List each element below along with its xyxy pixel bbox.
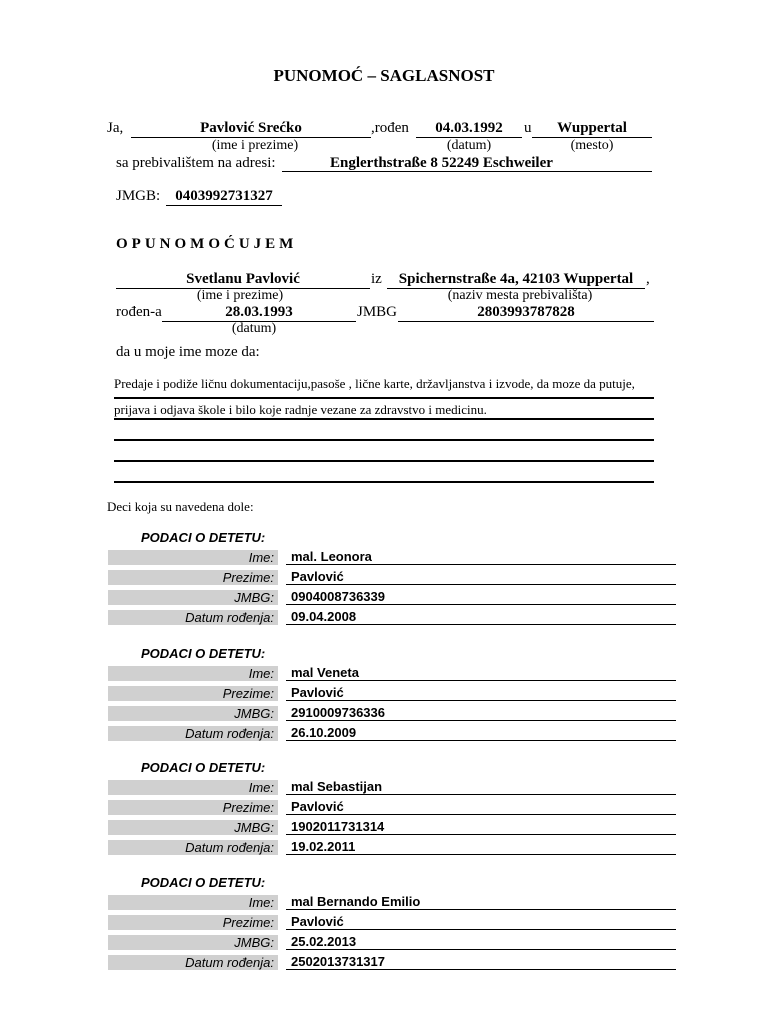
child-header: PODACI O DETETU: bbox=[141, 760, 266, 775]
child-datum: 19.02.2011 bbox=[286, 839, 676, 855]
address-label: sa prebivalištem na adresi: bbox=[116, 155, 276, 171]
child-jmbg: 25.02.2013 bbox=[286, 934, 676, 950]
child-prezime: Pavlović bbox=[286, 799, 676, 815]
grantor-dob: 04.03.1992 bbox=[416, 120, 522, 138]
child-prezime-label: Prezime: bbox=[108, 570, 278, 585]
powers-rule-4 bbox=[114, 460, 654, 462]
caption-name: (ime i prezime) bbox=[211, 138, 299, 153]
agent-jmbg: 2803993787828 bbox=[398, 304, 654, 322]
child-datum: 09.04.2008 bbox=[286, 609, 676, 625]
agent-caption-name: (ime i prezime) bbox=[196, 288, 284, 303]
grantor-name: Pavlović Srećko bbox=[131, 120, 371, 138]
child-ime: mal. Leonora bbox=[286, 549, 676, 565]
child-jmbg: 2910009736336 bbox=[286, 705, 676, 721]
child-prezime: Pavlović bbox=[286, 685, 676, 701]
child-ime-label: Ime: bbox=[108, 895, 278, 910]
child-datum-label: Datum rođenja: bbox=[108, 726, 278, 741]
agent-address: Spichernstraße 4a, 42103 Wuppertal bbox=[387, 271, 645, 289]
powers-rule-5 bbox=[114, 481, 654, 483]
grantor-address: Englerthstraße 8 52249 Eschweiler bbox=[282, 155, 652, 172]
document-title: PUNOMOĆ – SAGLASNOST bbox=[273, 66, 495, 85]
child-jmbg: 0904008736339 bbox=[286, 589, 676, 605]
agent-name: Svetlanu Pavlović bbox=[116, 271, 370, 289]
child-ime-label: Ime: bbox=[108, 550, 278, 565]
child-datum-label: Datum rođenja: bbox=[108, 955, 278, 970]
powers-line-2: prijava i odjava škole i bilo koje radnje vezane za zdravstvo i medicinu. bbox=[114, 402, 487, 417]
child-datum-label: Datum rođenja: bbox=[108, 610, 278, 625]
child-jmbg-label: JMBG: bbox=[108, 706, 278, 721]
caption-date: (datum) bbox=[446, 138, 492, 153]
powers-rule-1 bbox=[114, 397, 654, 399]
roden-label: ,rođen bbox=[371, 120, 409, 136]
powers-line-1: Predaje i podiže ličnu dokumentaciju,pasoše , lične karte, državljanstva i izvode, da moze da putuje, bbox=[114, 376, 635, 391]
child-header: PODACI O DETETU: bbox=[141, 875, 266, 890]
child-jmbg: 1902011731314 bbox=[286, 819, 676, 835]
comma: , bbox=[646, 271, 650, 287]
child-header: PODACI O DETETU: bbox=[141, 646, 266, 661]
child-datum-label: Datum rođenja: bbox=[108, 840, 278, 855]
child-header: PODACI O DETETU: bbox=[141, 530, 266, 545]
powers-rule-2 bbox=[114, 418, 654, 420]
agent-dob: 28.03.1993 bbox=[162, 304, 356, 322]
agent-caption-date: (datum) bbox=[231, 321, 277, 336]
powers-rule-3 bbox=[114, 439, 654, 441]
grantor-jmbg: 0403992731327 bbox=[166, 188, 282, 206]
child-prezime-label: Prezime: bbox=[108, 686, 278, 701]
agent-roden-label: rođen-a bbox=[116, 304, 162, 320]
child-ime: mal Bernando Emilio bbox=[286, 894, 676, 910]
agent-caption-address: (naziv mesta prebivališta) bbox=[447, 288, 593, 303]
jmbg-label: JMGB: bbox=[116, 188, 161, 204]
child-datum: 26.10.2009 bbox=[286, 725, 676, 741]
child-ime: mal Sebastijan bbox=[286, 779, 676, 795]
powers-intro: da u moje ime moze da: bbox=[116, 344, 260, 360]
caption-place: (mesto) bbox=[570, 138, 614, 153]
child-prezime: Pavlović bbox=[286, 569, 676, 585]
children-intro: Deci koja su navedena dole: bbox=[107, 499, 254, 514]
child-jmbg-label: JMBG: bbox=[108, 590, 278, 605]
child-ime: mal Veneta bbox=[286, 665, 676, 681]
child-datum: 2502013731317 bbox=[286, 954, 676, 970]
child-ime-label: Ime: bbox=[108, 666, 278, 681]
grantor-place: Wuppertal bbox=[532, 120, 652, 138]
child-prezime: Pavlović bbox=[286, 914, 676, 930]
child-jmbg-label: JMBG: bbox=[108, 820, 278, 835]
agent-jmbg-label: JMBG bbox=[357, 304, 398, 320]
opunomocujem-heading: OPUNOMOĆUJEM bbox=[116, 236, 298, 252]
child-ime-label: Ime: bbox=[108, 780, 278, 795]
child-jmbg-label: JMBG: bbox=[108, 935, 278, 950]
ja-label: Ja, bbox=[107, 120, 124, 136]
child-prezime-label: Prezime: bbox=[108, 915, 278, 930]
u-label: u bbox=[524, 120, 532, 136]
iz-label: iz bbox=[371, 271, 382, 287]
child-prezime-label: Prezime: bbox=[108, 800, 278, 815]
